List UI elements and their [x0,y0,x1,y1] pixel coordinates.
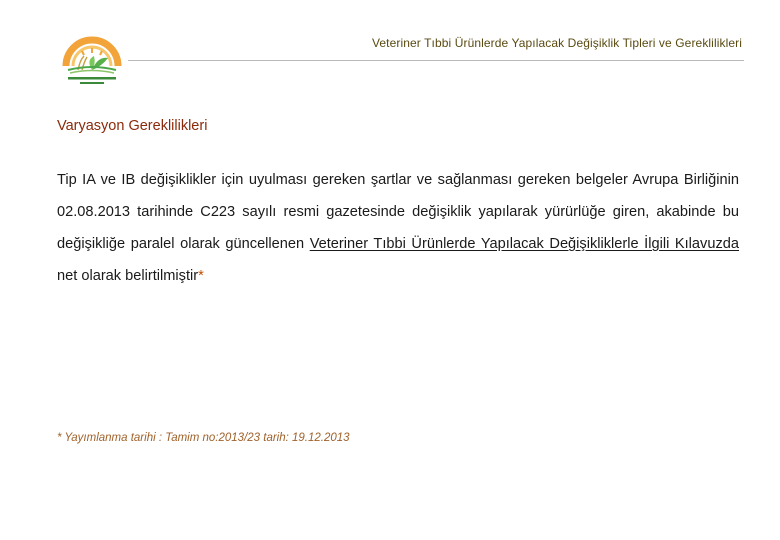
paragraph-lead: Tip IA ve IB değişiklikler için uyulması gereken şartlar ve sağlanması gereken belgeler Avrupa Birliğinin 02.08.2013 tarihinde C223 sayılı resmi gazetesinde değişiklik yapılarak yürürlüğe giren, akabinde bu değişikliğe paralel olarak güncellenen [57,172,739,252]
body-paragraph [57,164,739,292]
section-heading: Varyasyon Gereklilikleri [57,118,208,134]
guideline-link[interactable]: Veteriner Tıbbi Ürünlerde Yapılacak Değişikliklerle İlgili Kılavuzda [309,236,739,252]
header-divider [128,60,744,61]
header-title: Veteriner Tıbbi Ürünlerde Yapılacak Değişiklik Tipleri ve Gereklilikleri [371,36,742,50]
sun-field-leaf-logo-icon [56,26,128,92]
footnote-marker: * [198,268,204,284]
footnote: * Yayımlanma tarihi : Tamim no:2013/23 tarih: 19.12.2013 [57,432,350,444]
paragraph-tail: net olarak belirtilmiştir [57,268,199,284]
ministry-logo [56,26,128,92]
